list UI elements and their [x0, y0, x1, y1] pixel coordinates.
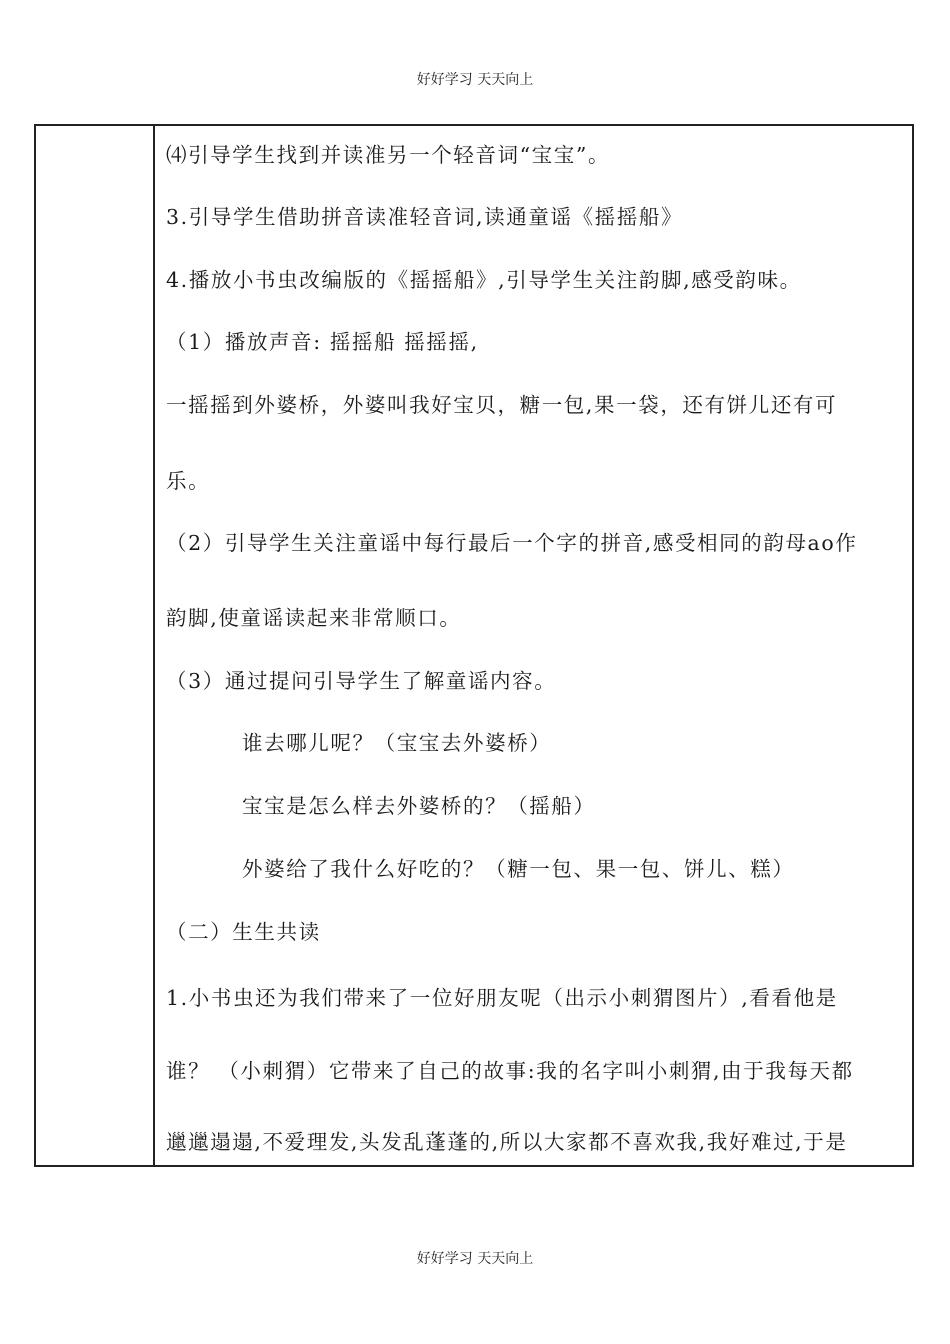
text-line: （二）生生共读 [166, 920, 321, 944]
page-footer: 好好学习 天天向上 [416, 1251, 534, 1267]
text-line: （3）通过提问引导学生了解童谣内容。 [166, 669, 557, 693]
text-line: 4.播放小书虫改编版的《摇摇船》,引导学生关注韵脚,感受韵味。 [166, 268, 802, 292]
text-line: 乐。 [166, 469, 211, 493]
text-line: 一摇摇到外婆桥，外婆叫我好宝贝，糖一包,果一袋，还有饼儿还有可 [166, 393, 838, 417]
text-line: 外婆给了我什么好吃的？（糖一包、果一包、饼儿、糕） [242, 857, 795, 881]
left-column-cell [36, 126, 155, 1165]
text-line: （1）播放声音: 摇摇船 摇摇摇, [166, 330, 479, 354]
text-line: 邋邋遢遢,不爱理发,头发乱蓬蓬的,所以大家都不喜欢我,我好难过,于是 [166, 1130, 848, 1154]
text-line: 3.引导学生借助拼音读准轻音词,读通童谣《摇摇船》 [166, 205, 684, 229]
text-line: ⑷引导学生找到并读准另一个轻音词“宝宝”。 [166, 143, 611, 167]
text-line: 宝宝是怎么样去外婆桥的？（摇船） [242, 794, 596, 818]
page-header: 好好学习 天天向上 [416, 72, 534, 88]
text-line: 1.小书虫还为我们带来了一位好朋友呢（出示小刺猬图片）,看看他是 [166, 986, 838, 1010]
right-column-cell [157, 126, 912, 1165]
text-line: 韵脚,使童谣读起来非常顺口。 [166, 606, 462, 630]
lesson-table [34, 124, 914, 1167]
text-line: 谁去哪儿呢？（宝宝去外婆桥） [242, 731, 552, 755]
text-line: （2）引导学生关注童谣中每行最后一个字的拼音,感受相同的韵母ao作 [166, 531, 858, 555]
text-line: 谁？ （小刺猬）它带来了自己的故事:我的名字叫小刺猬,由于我每天都 [166, 1059, 854, 1083]
